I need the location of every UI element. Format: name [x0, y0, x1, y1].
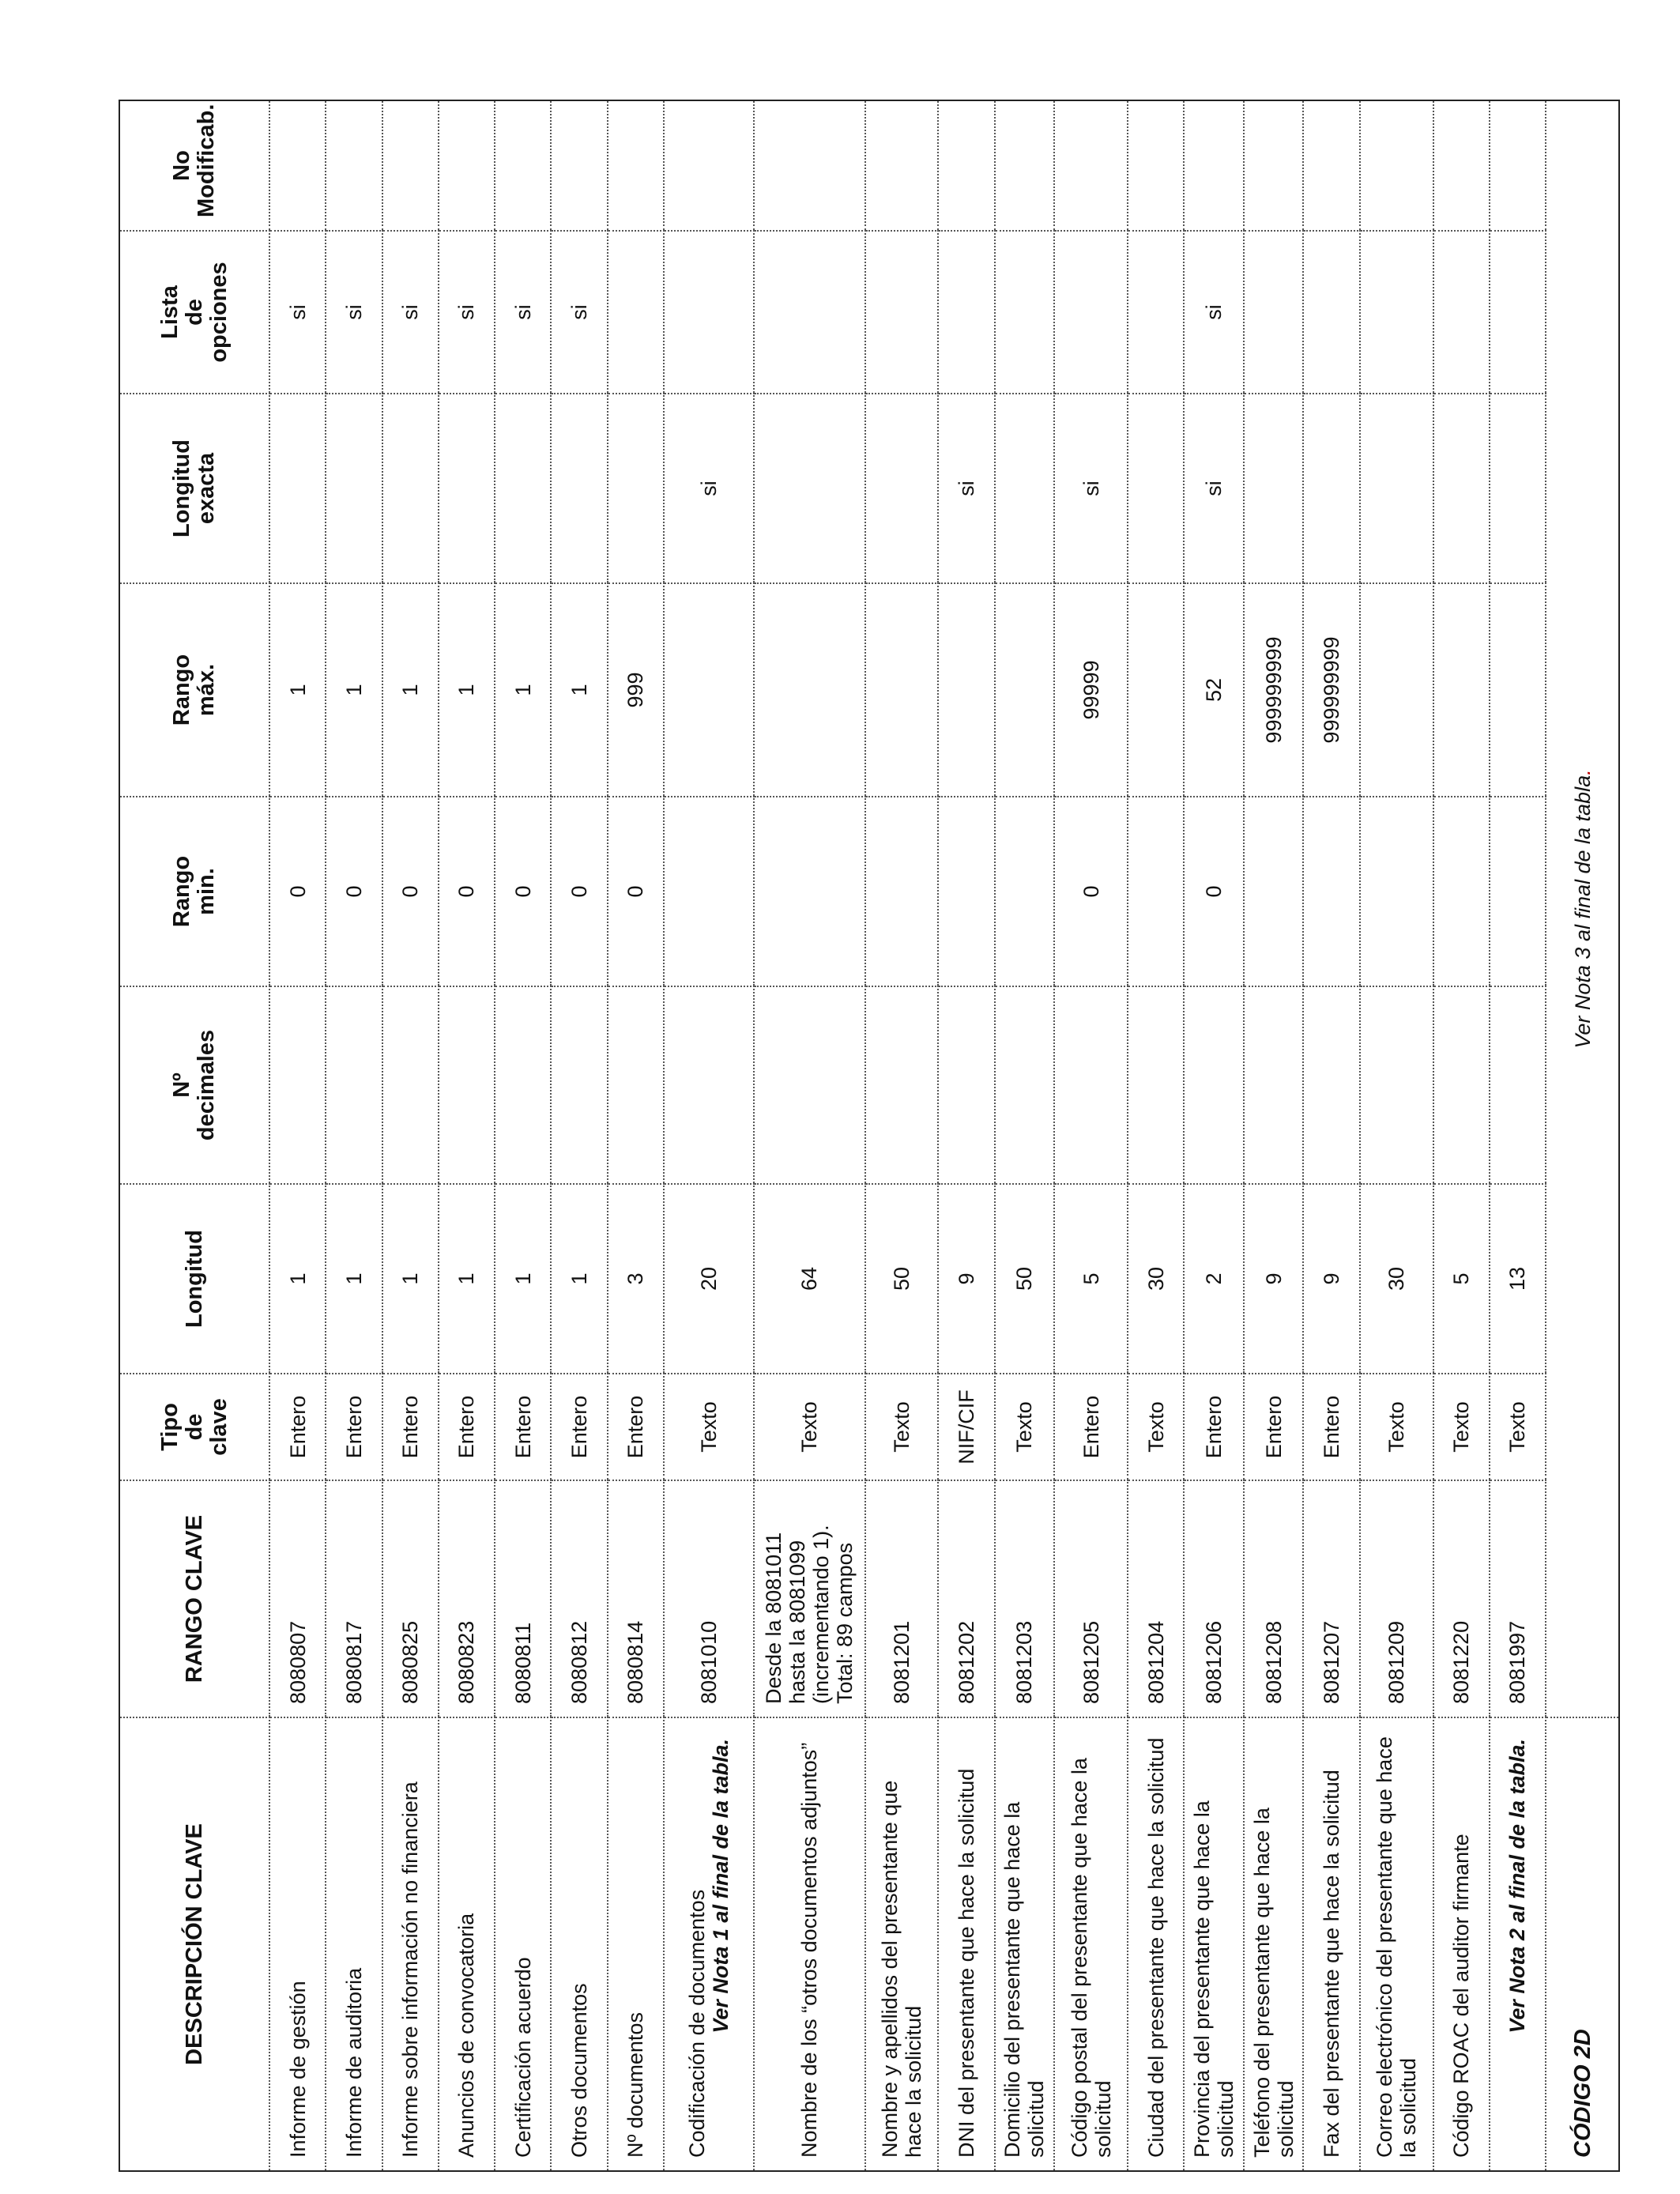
rango-max-cell: 999999999: [1303, 583, 1359, 797]
tipo-cell: Entero: [495, 1374, 551, 1480]
no-modificab-cell: [1303, 100, 1359, 231]
rango-max-cell: 1: [551, 583, 607, 797]
header-lista-opciones: Lista de opciones: [119, 231, 269, 394]
rango-cell: 8081209: [1360, 1480, 1433, 1717]
longitud-cell: 50: [995, 1184, 1055, 1374]
table-row: [1184, 100, 1244, 2171]
table-row: [938, 100, 994, 2171]
descripcion-cell: [495, 1717, 551, 2171]
decimales-cell: [1244, 986, 1304, 1184]
rango-cell: 8081203: [995, 1480, 1055, 1717]
rango-min-cell: [1433, 797, 1490, 986]
descripcion-text: Anuncios de convocatoria: [454, 1913, 479, 2158]
no-modificab-cell: [1128, 100, 1184, 231]
rango-cell: 8081204: [1128, 1480, 1184, 1717]
rango-min-cell: [664, 797, 754, 986]
rango-max-cell: 1: [439, 583, 495, 797]
header-tipo-clave: Tipo de clave: [119, 1374, 269, 1480]
tipo-cell: Texto: [664, 1374, 754, 1480]
rango-min-cell: 0: [551, 797, 607, 986]
no-modificab-cell: [865, 100, 939, 231]
table-row: [439, 100, 495, 2171]
lista-opciones-cell: si: [495, 231, 551, 394]
longitud-exacta-cell: [1128, 394, 1184, 583]
lista-opciones-cell: si: [551, 231, 607, 394]
decimales-cell: [269, 986, 326, 1184]
longitud-cell: 9: [1244, 1184, 1304, 1374]
rango-min-cell: [1303, 797, 1359, 986]
rango-cell: 8080825: [382, 1480, 439, 1717]
decimales-cell: [551, 986, 607, 1184]
header-longitud: Longitud: [119, 1184, 269, 1374]
longitud-cell: 2: [1184, 1184, 1244, 1374]
descripcion-cell: [326, 1717, 382, 2171]
longitud-exacta-cell: si: [1184, 394, 1244, 583]
descripcion-cell: [1184, 1717, 1244, 2171]
descripcion-text: Otros documentos: [567, 1983, 591, 2158]
table-row: [1490, 100, 1546, 2171]
descripcion-text: Informe sobre información no financiera: [398, 1781, 423, 2158]
longitud-cell: 20: [664, 1184, 754, 1374]
descripcion-text: Nombre y apellidos del presentante que hace la solicitud: [877, 1780, 925, 2158]
tipo-cell: Texto: [1490, 1374, 1546, 1480]
tipo-cell: Texto: [754, 1374, 864, 1480]
tipo-cell: Entero: [608, 1374, 664, 1480]
rango-cell: 8081201: [865, 1480, 939, 1717]
tipo-cell: Texto: [1360, 1374, 1433, 1480]
descripcion-text: Domicilio del presentante que hace la solicitud: [1000, 1801, 1049, 2158]
descripcion-cell: [382, 1717, 439, 2171]
rango-min-cell: 0: [495, 797, 551, 986]
lista-opciones-cell: si: [439, 231, 495, 394]
decimales-cell: [865, 986, 939, 1184]
descripcion-cell: [1244, 1717, 1304, 2171]
longitud-cell: 3: [608, 1184, 664, 1374]
nota-reference: Ver Nota 2 al final de la tabla.: [1505, 1739, 1530, 2034]
longitud-cell: 64: [754, 1184, 864, 1374]
no-modificab-cell: [382, 100, 439, 231]
tipo-cell: Entero: [269, 1374, 326, 1480]
descripcion-text: DNI del presentante que hace la solicitud: [955, 1768, 978, 2158]
longitud-cell: 1: [269, 1184, 326, 1374]
nota-3-dot: .: [1570, 769, 1595, 775]
no-modificab-cell: [754, 100, 864, 231]
table-row: [326, 100, 382, 2171]
rango-cell: 8080817: [326, 1480, 382, 1717]
rango-max-cell: 1: [269, 583, 326, 797]
header-rango-min: Rango min.: [119, 797, 269, 986]
decimales-cell: [1360, 986, 1433, 1184]
longitud-exacta-cell: [439, 394, 495, 583]
descripcion-cell: [1054, 1717, 1128, 2171]
rango-min-cell: 0: [269, 797, 326, 986]
longitud-exacta-cell: [269, 394, 326, 583]
rango-max-cell: [754, 583, 864, 797]
longitud-exacta-cell: [1490, 394, 1546, 583]
longitud-cell: 1: [439, 1184, 495, 1374]
decimales-cell: [664, 986, 754, 1184]
footer-row: [1546, 100, 1619, 2171]
tipo-cell: Texto: [1128, 1374, 1184, 1480]
rango-min-cell: [995, 797, 1055, 986]
longitud-cell: 1: [382, 1184, 439, 1374]
longitud-cell: 50: [865, 1184, 939, 1374]
no-modificab-cell: [938, 100, 994, 231]
longitud-exacta-cell: [382, 394, 439, 583]
descripcion-text: Informe de auditoria: [341, 1967, 366, 2158]
table-row: [1303, 100, 1359, 2171]
rango-min-cell: 0: [382, 797, 439, 986]
header-no-modificab: No Modificab.: [119, 100, 269, 231]
rango-min-cell: 0: [1184, 797, 1244, 986]
table-row: [1433, 100, 1490, 2171]
longitud-exacta-cell: si: [664, 394, 754, 583]
rango-max-cell: 1: [495, 583, 551, 797]
longitud-exacta-cell: [754, 394, 864, 583]
decimales-cell: [439, 986, 495, 1184]
tipo-cell: Entero: [382, 1374, 439, 1480]
descripcion-text: Teléfono del presentante que hace la solicitud: [1249, 1808, 1298, 2158]
rango-cell: 8081207: [1303, 1480, 1359, 1717]
decimales-cell: [754, 986, 864, 1184]
descripcion-cell: [938, 1717, 994, 2171]
tipo-cell: Entero: [551, 1374, 607, 1480]
codigo-2d-label: CÓDIGO 2D: [1546, 1717, 1619, 2171]
rango-cell: 8081206: [1184, 1480, 1244, 1717]
tipo-cell: Texto: [865, 1374, 939, 1480]
no-modificab-cell: [1244, 100, 1304, 231]
longitud-cell: 13: [1490, 1184, 1546, 1374]
no-modificab-cell: [1360, 100, 1433, 231]
rango-min-cell: [865, 797, 939, 986]
longitud-cell: 30: [1360, 1184, 1433, 1374]
longitud-exacta-cell: [865, 394, 939, 583]
longitud-exacta-cell: [1303, 394, 1359, 583]
lista-opciones-cell: [1360, 231, 1433, 394]
lista-opciones-cell: [1490, 231, 1546, 394]
lista-opciones-cell: [1433, 231, 1490, 394]
rango-min-cell: 0: [326, 797, 382, 986]
decimales-cell: [1490, 986, 1546, 1184]
table-row: [1360, 100, 1433, 2171]
clave-table: [119, 100, 1620, 2172]
tipo-cell: Entero: [326, 1374, 382, 1480]
table-row: [664, 100, 754, 2171]
longitud-cell: 30: [1128, 1184, 1184, 1374]
decimales-cell: [1184, 986, 1244, 1184]
tipo-cell: Texto: [995, 1374, 1055, 1480]
longitud-exacta-cell: [995, 394, 1055, 583]
lista-opciones-cell: si: [269, 231, 326, 394]
longitud-exacta-cell: [1360, 394, 1433, 583]
decimales-cell: [995, 986, 1055, 1184]
header-rango-clave: RANGO CLAVE: [119, 1480, 269, 1717]
table-row: [865, 100, 939, 2171]
lista-opciones-cell: [754, 231, 864, 394]
longitud-cell: 5: [1054, 1184, 1128, 1374]
descripcion-cell: [754, 1717, 864, 2171]
rango-min-cell: [1490, 797, 1546, 986]
decimales-cell: [1433, 986, 1490, 1184]
rango-min-cell: [1244, 797, 1304, 986]
rango-max-cell: 99999: [1054, 583, 1128, 797]
tipo-cell: Entero: [1244, 1374, 1304, 1480]
no-modificab-cell: [1184, 100, 1244, 231]
rango-max-cell: 999999999: [1244, 583, 1304, 797]
lista-opciones-cell: si: [1184, 231, 1244, 394]
rango-max-cell: [1433, 583, 1490, 797]
tipo-cell: Entero: [1303, 1374, 1359, 1480]
longitud-exacta-cell: [608, 394, 664, 583]
descripcion-cell: [1360, 1717, 1433, 2171]
table-row: [995, 100, 1055, 2171]
rango-cell: 8080807: [269, 1480, 326, 1717]
tipo-cell: Entero: [439, 1374, 495, 1480]
nota-reference: Ver Nota 1 al final de la tabla.: [708, 1739, 733, 2034]
rango-min-cell: [1360, 797, 1433, 986]
descripcion-cell: [1433, 1717, 1490, 2171]
descripcion-cell: [995, 1717, 1055, 2171]
descripcion-cell: [1303, 1717, 1359, 2171]
decimales-cell: [382, 986, 439, 1184]
longitud-exacta-cell: [326, 394, 382, 583]
header-decimales: Nº decimales: [119, 986, 269, 1184]
longitud-cell: 5: [1433, 1184, 1490, 1374]
table-body: [269, 100, 1546, 2171]
rango-max-cell: [1490, 583, 1546, 797]
lista-opciones-cell: [1054, 231, 1128, 394]
no-modificab-cell: [1433, 100, 1490, 231]
longitud-cell: 1: [495, 1184, 551, 1374]
rango-cell: 8081220: [1433, 1480, 1490, 1717]
longitud-exacta-cell: [1244, 394, 1304, 583]
lista-opciones-cell: [664, 231, 754, 394]
nota-3: Ver Nota 3 al final de la tabla: [1570, 775, 1595, 1049]
descripcion-cell: [439, 1717, 495, 2171]
no-modificab-cell: [269, 100, 326, 231]
longitud-exacta-cell: [551, 394, 607, 583]
descripcion-text: Código ROAC del auditor firmante: [1449, 1834, 1474, 2158]
header-row: [119, 100, 269, 2171]
lista-opciones-cell: [1303, 231, 1359, 394]
longitud-cell: 1: [326, 1184, 382, 1374]
descripcion-cell: [551, 1717, 607, 2171]
descripcion-text: Certificación acuerdo: [510, 1957, 535, 2158]
lista-opciones-cell: [995, 231, 1055, 394]
lista-opciones-cell: [938, 231, 994, 394]
longitud-exacta-cell: si: [1054, 394, 1128, 583]
decimales-cell: [495, 986, 551, 1184]
rango-cell: 8080811: [495, 1480, 551, 1717]
descripcion-text: Código postal del presentante que hace la solicitud: [1067, 1758, 1115, 2158]
descripcion-text: Nº documentos: [623, 2012, 648, 2158]
header-longitud-exacta: Longitud exacta: [119, 394, 269, 583]
lista-opciones-cell: [865, 231, 939, 394]
tipo-cell: Entero: [1054, 1374, 1128, 1480]
decimales-cell: [1128, 986, 1184, 1184]
tipo-cell: NIF/CIF: [938, 1374, 994, 1480]
no-modificab-cell: [495, 100, 551, 231]
descripcion-text: Ciudad del presentante que hace la solicitud: [1143, 1737, 1168, 2158]
table-row: [1054, 100, 1128, 2171]
no-modificab-cell: [664, 100, 754, 231]
rango-cell: 8080814: [608, 1480, 664, 1717]
rango-cell: 8080823: [439, 1480, 495, 1717]
table-row: [269, 100, 326, 2171]
longitud-cell: 9: [938, 1184, 994, 1374]
rango-min-cell: [938, 797, 994, 986]
descripcion-cell: [269, 1717, 326, 2171]
longitud-cell: 9: [1303, 1184, 1359, 1374]
decimales-cell: [1303, 986, 1359, 1184]
rango-min-cell: [754, 797, 864, 986]
rango-max-cell: [664, 583, 754, 797]
tipo-cell: Texto: [1433, 1374, 1490, 1480]
descripcion-text: Nombre de los “otros documentos adjuntos”: [797, 1742, 822, 2158]
no-modificab-cell: [1490, 100, 1546, 231]
descripcion-cell: [865, 1717, 939, 2171]
rango-cell: 8081997: [1490, 1480, 1546, 1717]
descripcion-cell: [1128, 1717, 1184, 2171]
header-rango-max: Rango máx.: [119, 583, 269, 797]
no-modificab-cell: [551, 100, 607, 231]
longitud-exacta-cell: [495, 394, 551, 583]
table-row: [495, 100, 551, 2171]
table-row: [1128, 100, 1184, 2171]
longitud-exacta-cell: [1433, 394, 1490, 583]
table-row: [754, 100, 864, 2171]
descripcion-text: Provincia del presentante que hace la solicitud: [1190, 1800, 1238, 2158]
rango-max-cell: [938, 583, 994, 797]
rango-min-cell: 0: [608, 797, 664, 986]
descripcion-text: Informe de gestión: [285, 1981, 310, 2158]
descripcion-text: Codificación de documentos: [684, 1889, 709, 2158]
rango-max-cell: [995, 583, 1055, 797]
decimales-cell: [326, 986, 382, 1184]
decimales-cell: [608, 986, 664, 1184]
lista-opciones-cell: si: [382, 231, 439, 394]
descripcion-text: Correo electrónico del presentante que hace la solicitud: [1373, 1736, 1421, 2158]
descripcion-cell: [608, 1717, 664, 2171]
descripcion-cell: [664, 1717, 754, 2171]
lista-opciones-cell: [1244, 231, 1304, 394]
rango-min-cell: 0: [439, 797, 495, 986]
longitud-cell: 1: [551, 1184, 607, 1374]
rango-cell: 8081208: [1244, 1480, 1304, 1717]
rango-cell: 8081010: [664, 1480, 754, 1717]
no-modificab-cell: [1054, 100, 1128, 231]
descripcion-cell: [1490, 1717, 1546, 2171]
rango-max-cell: [865, 583, 939, 797]
rango-min-cell: [1128, 797, 1184, 986]
no-modificab-cell: [995, 100, 1055, 231]
table-row: [608, 100, 664, 2171]
table-row: [1244, 100, 1304, 2171]
no-modificab-cell: [608, 100, 664, 231]
longitud-exacta-cell: si: [938, 394, 994, 583]
rango-max-cell: 1: [326, 583, 382, 797]
rotated-page: [119, 101, 1620, 2172]
lista-opciones-cell: si: [326, 231, 382, 394]
rango-cell: 8080812: [551, 1480, 607, 1717]
table-row: [382, 100, 439, 2171]
no-modificab-cell: [439, 100, 495, 231]
header-descripcion: DESCRIPCIÓN CLAVE: [119, 1717, 269, 2171]
lista-opciones-cell: [1128, 231, 1184, 394]
table-row: [551, 100, 607, 2171]
rango-max-cell: 1: [382, 583, 439, 797]
nota-3-cell: [1546, 100, 1619, 1717]
rango-cell: Desde la 8081011 hasta la 8081099 (incrementando 1). Total: 89 campos: [754, 1480, 864, 1717]
decimales-cell: [1054, 986, 1128, 1184]
no-modificab-cell: [326, 100, 382, 231]
rango-max-cell: 999: [608, 583, 664, 797]
rango-max-cell: 52: [1184, 583, 1244, 797]
lista-opciones-cell: [608, 231, 664, 394]
rango-max-cell: [1360, 583, 1433, 797]
rango-cell: 8081205: [1054, 1480, 1128, 1717]
decimales-cell: [938, 986, 994, 1184]
rango-max-cell: [1128, 583, 1184, 797]
tipo-cell: Entero: [1184, 1374, 1244, 1480]
rango-min-cell: 0: [1054, 797, 1128, 986]
rango-cell: 8081202: [938, 1480, 994, 1717]
descripcion-text: Fax del presentante que hace la solicitud: [1320, 1770, 1344, 2158]
